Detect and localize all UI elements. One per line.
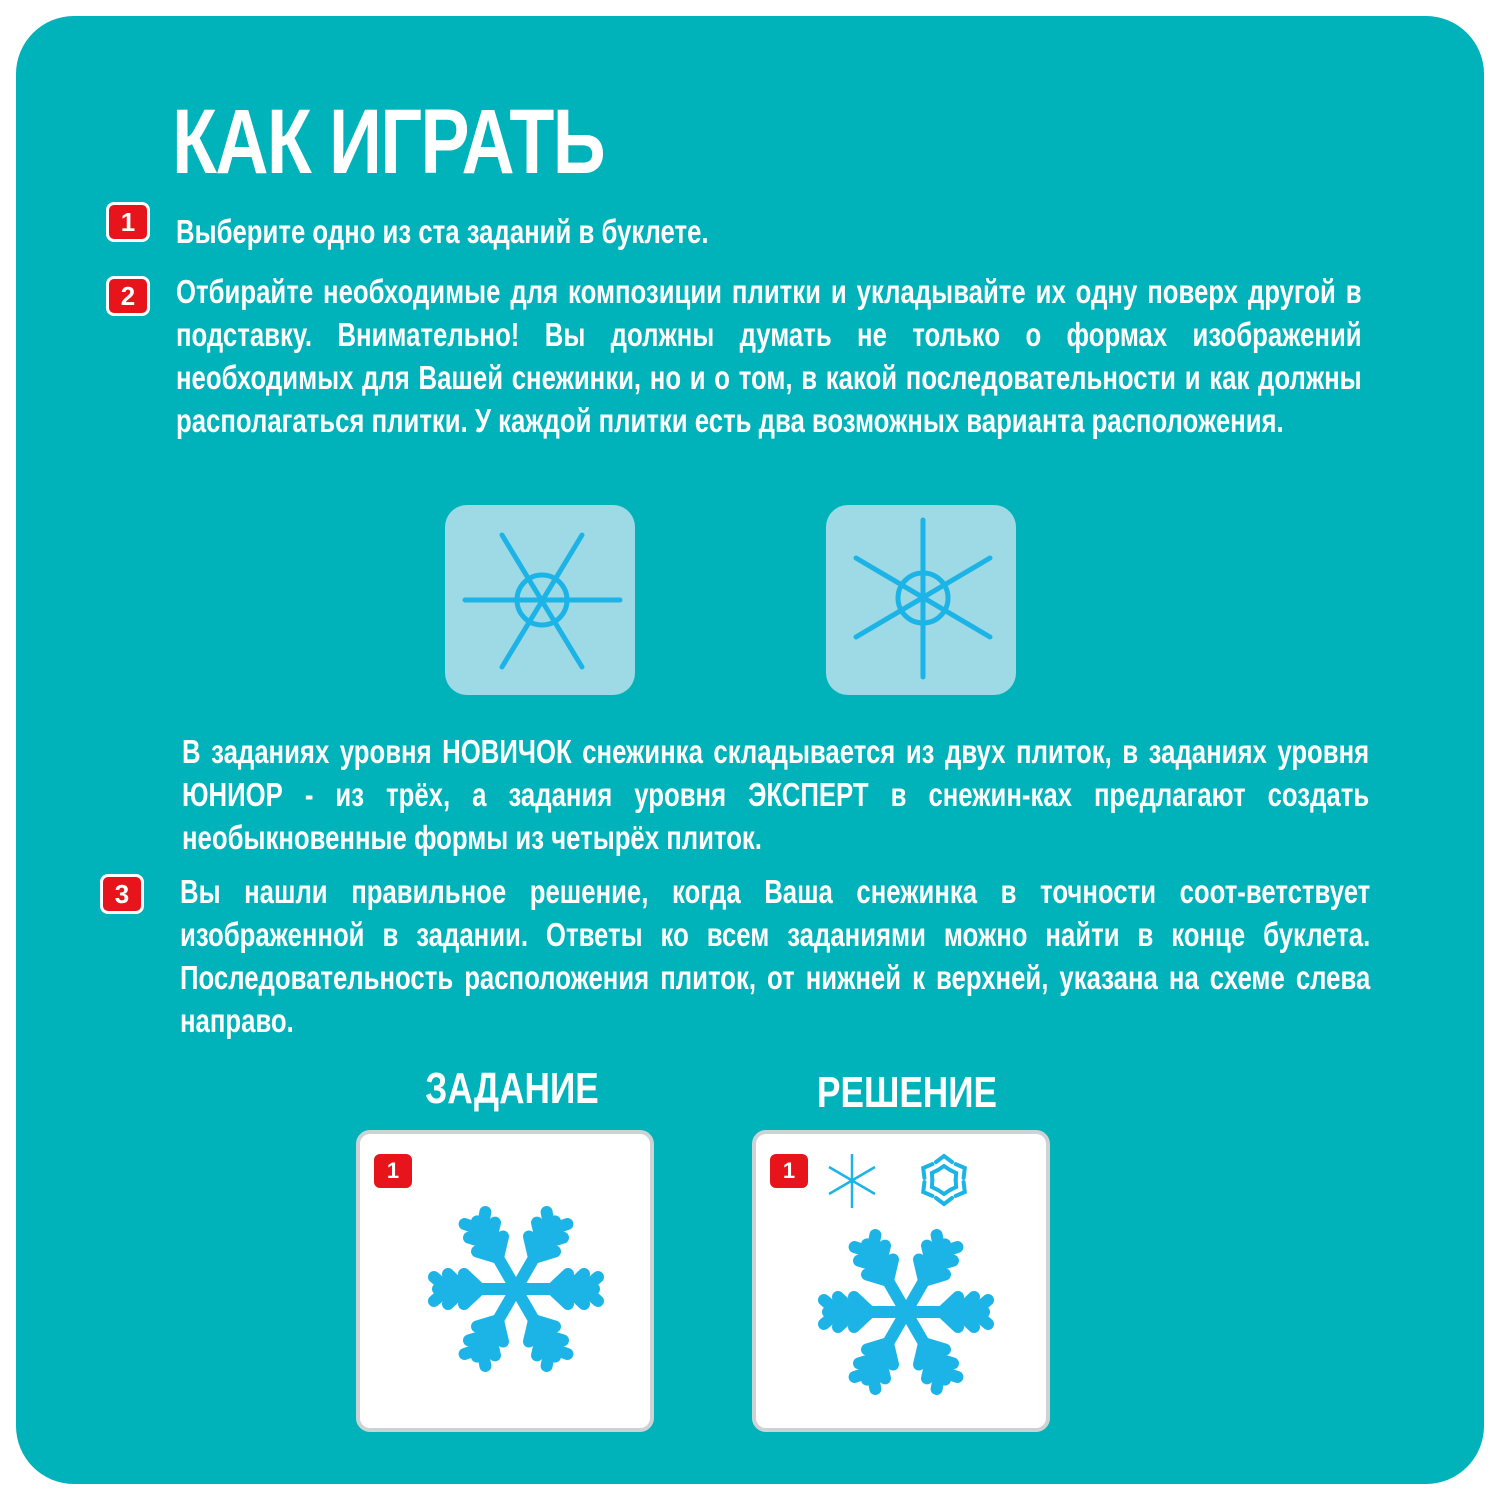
levels-note: В заданиях уровня НОВИЧОК снежинка складывается из двух плиток, в заданиях уровня ЮНИОР - из трёх, а задания уровня ЭКСПЕРТ в снежин-ках предлагают создать необыкновенные формы из четырёх плиток. [182,733,1370,856]
step-2-badge: 2 [106,276,150,316]
solution-number-badge: 1 [770,1154,808,1188]
task-caption: ЗАДАНИЕ [425,1064,599,1113]
step-3-badge: 3 [100,874,144,914]
solution-caption: РЕШЕНИЕ [816,1068,997,1117]
task-panel [356,1130,654,1432]
thin-snowflake-rotated-icon [826,505,1016,695]
thin-snowflake-icon [445,505,635,695]
small-snowflake-layer-icon [919,1156,969,1204]
step-1-text: Выберите одно из ста заданий в буклете. [176,213,709,250]
result-snowflake-icon [824,1233,988,1390]
step-3-text: Вы нашли правильное решение, когда Ваша снежинка в точности соот-ветствует изображенной в задании. Ответы ко всем заданиями можно найти в конце буклета. Последовательность расположения плиток, от нижней к верхней, указана на схеме слева направо. [180,873,1371,1039]
solution-tiles-icons [756,1134,1046,1428]
step-1-badge: 1 [106,202,150,242]
tile-orientation-a [445,505,635,695]
thin-snowflake-layer-icon [829,1154,875,1208]
page-title: КАК ИГРАТЬ [172,91,605,193]
step-2-text: Отбирайте необходимые для композиции плитки и укладывайте их одну поверх другой в подставку. Внимательно! Вы должны думать не только о формах изображений необходимых для Вашей снежинки, но и о том, в какой последовательности и как должны располагаться плитки. У каждой плитки есть два возможных варианта расположения. [176,273,1362,439]
snowflake-icon [360,1134,650,1428]
tile-orientation-b [826,505,1016,695]
task-number-badge: 1 [374,1154,412,1188]
solution-panel [752,1130,1050,1432]
